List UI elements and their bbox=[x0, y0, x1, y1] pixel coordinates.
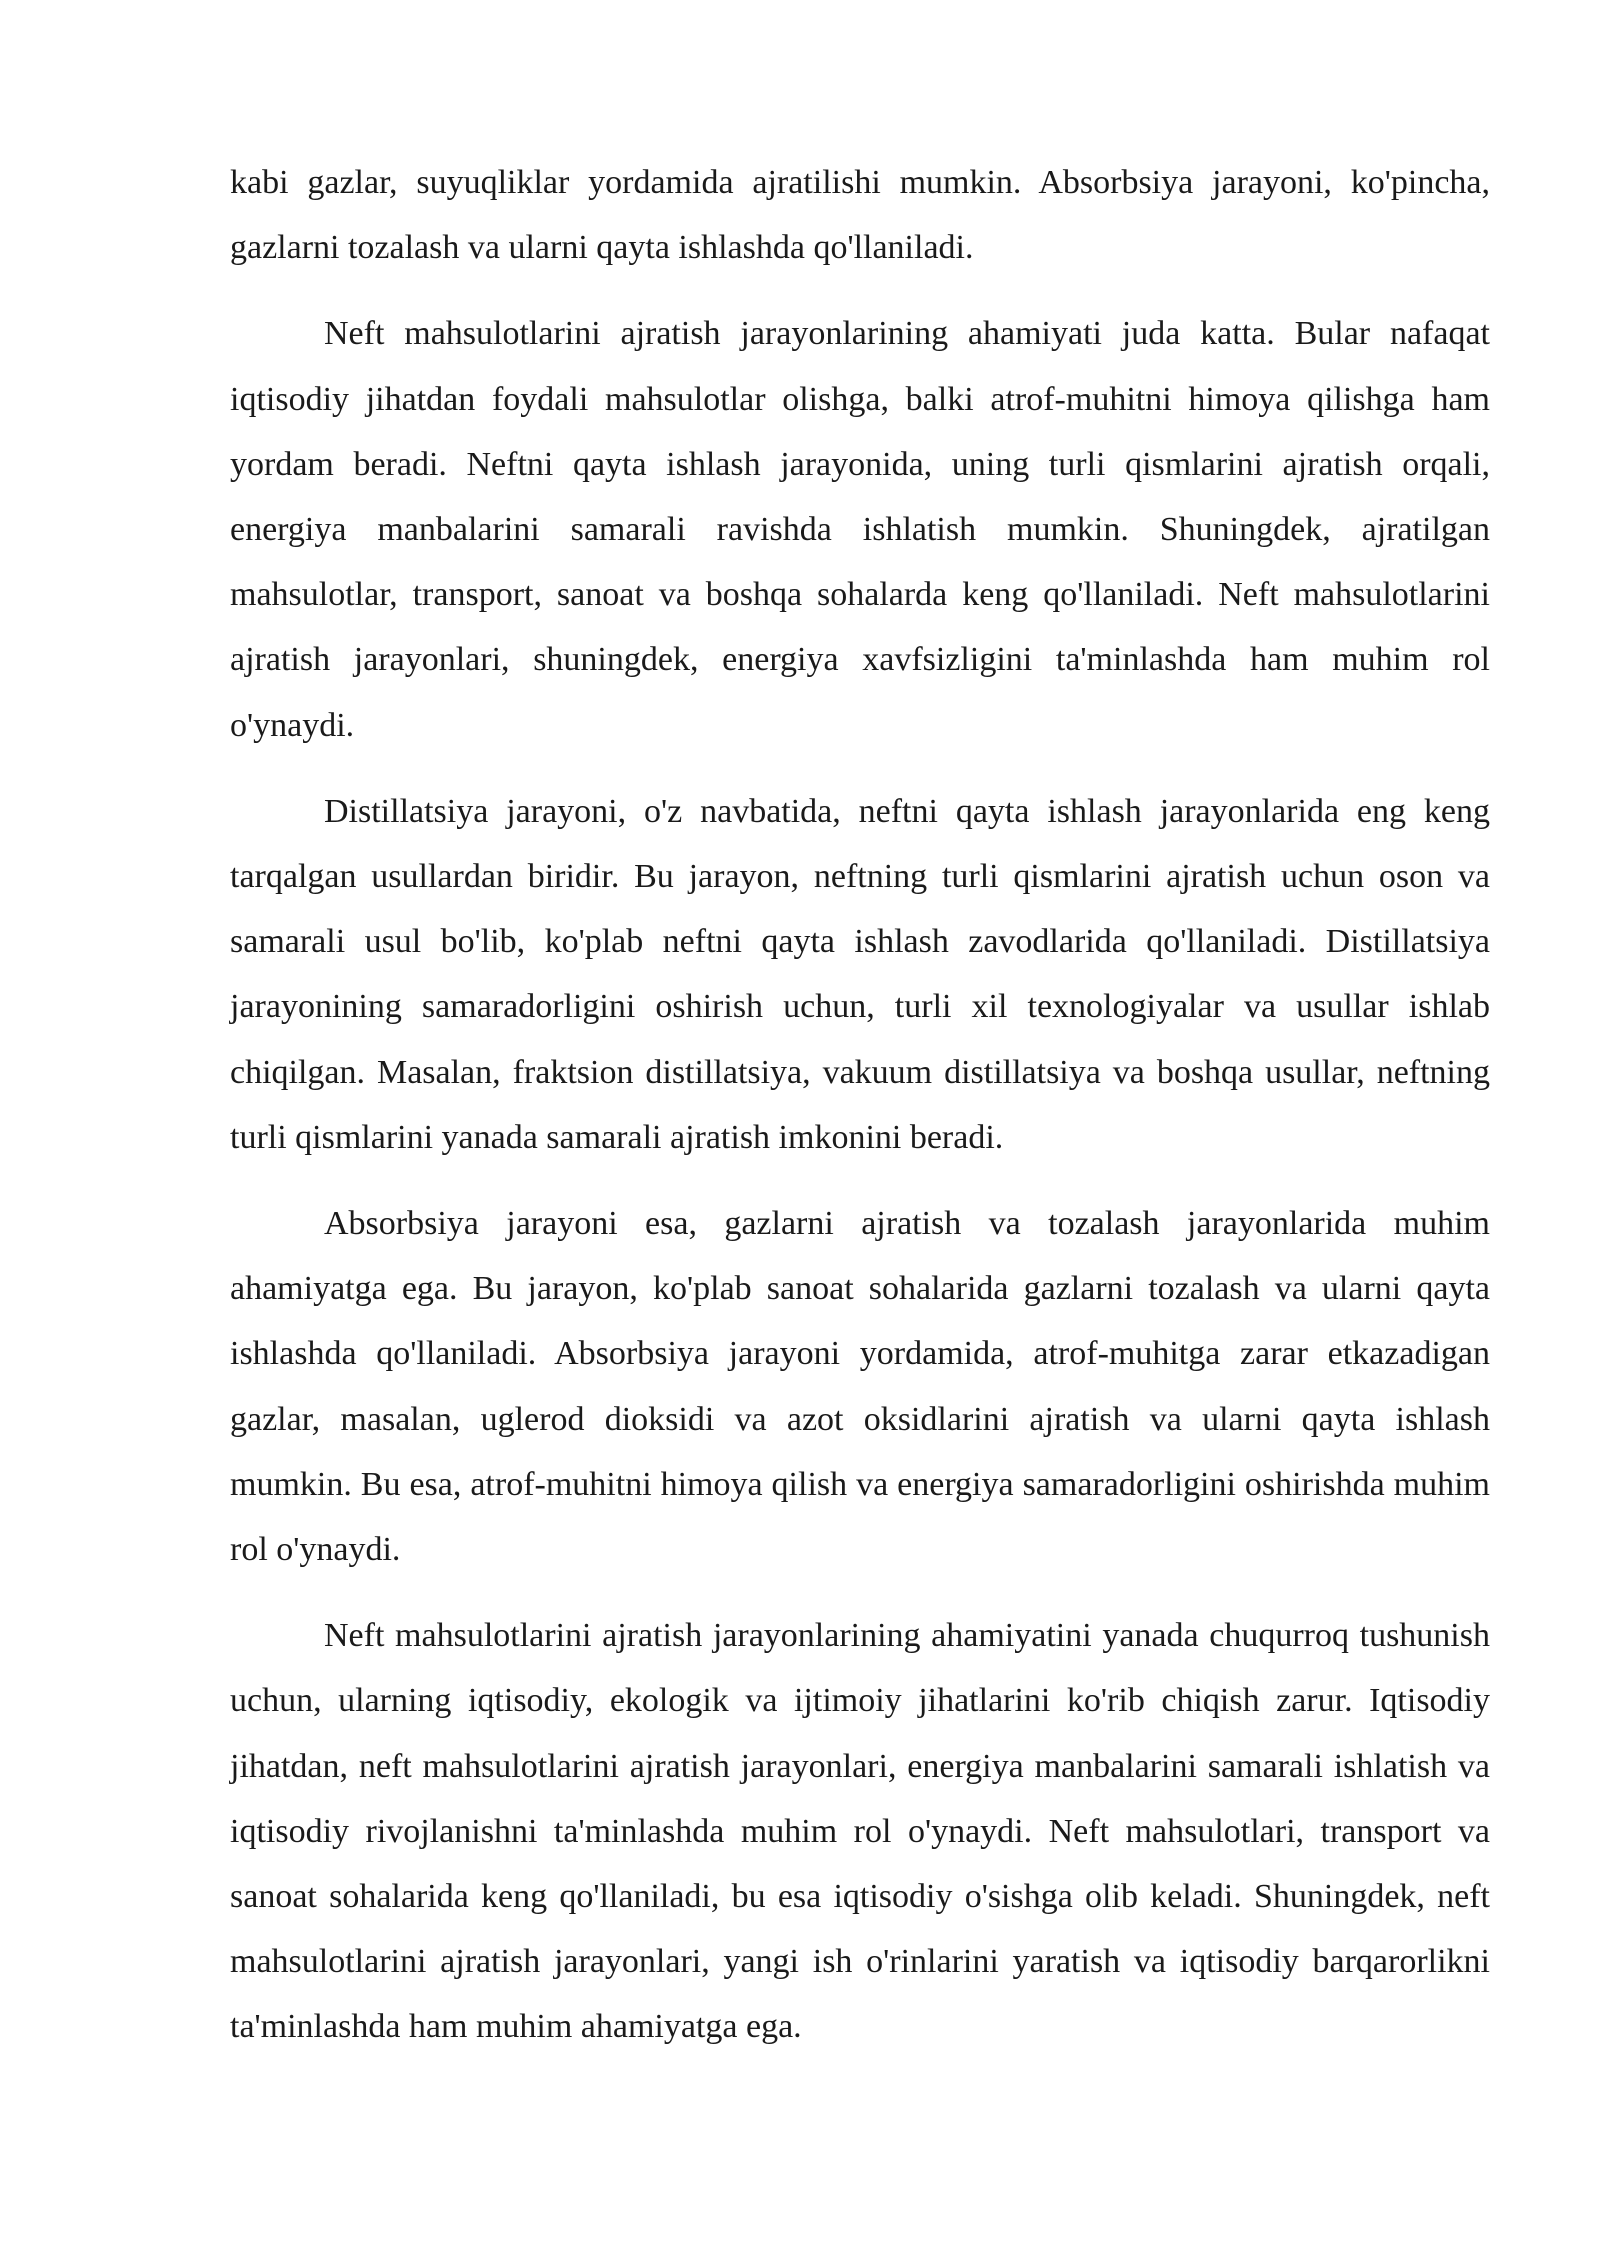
paragraph-3: Distillatsiya jarayoni, o'z navbatida, neftni qayta ishlash jarayonlarida eng keng tarqalgan usullardan biridir. Bu jarayon, neftning turli qismlarini ajratish uchun oson va samarali usul bo'lib, ko'plab neftni qayta ishlash zavodlarida qo'llaniladi. Distillatsiya jarayonining samaradorligini oshirish uchun, turli xil texnologiyalar va usullar ishlab chiqilgan. Masalan, fraktsion distillatsiya, vakuum distillatsiya va boshqa usullar, neftning turli qismlarini yanada samarali ajratish imkonini beradi. bbox=[230, 792, 1490, 1156]
paragraph-5: Neft mahsulotlarini ajratish jarayonlarining ahamiyatini yanada chuqurroq tushunish uchun, ularning iqtisodiy, ekologik va ijtimoiy jihatlarini ko'rib chiqish zarur. Iqtisodiy jihatdan, neft mahsulotlarini ajratish jarayonlari, energiya manbalarini samarali ishlatish va iqtisodiy rivojlanishni ta'minlashda muhim rol o'ynaydi. Neft mahsulotlari, transport va sanoat sohalarida keng qo'llaniladi, bu esa iqtisodiy o'sishga olib keladi. Shuningdek, neft mahsulotlarini ajratish jarayonlari, yangi ish o'rinlarini yaratish va iqtisodiy barqarorlikni ta'minlashda ham muhim ahamiyatga ega. bbox=[230, 1617, 1490, 2046]
paragraph-4: Absorbsiya jarayoni esa, gazlarni ajratish va tozalash jarayonlarida muhim ahamiyatga ega. Bu jarayon, ko'plab sanoat sohalarida gazlarni tozalash va ularni qayta ishlashda qo'llaniladi. Absorbsiya jarayoni yordamida, atrof-muhitga zarar etkazadigan gazlar, masalan, uglerod dioksidi va azot oksidlarini ajratish va ularni qayta ishlash mumkin. Bu esa, atrof-muhitni himoya qilish va energiya samaradorligini oshirishda muhim rol o'ynaydi. bbox=[230, 1205, 1490, 1569]
paragraph-1: kabi gazlar, suyuqliklar yordamida ajratilishi mumkin. Absorbsiya jarayoni, ko'pincha, gazlarni tozalash va ularni qayta ishlashda qo'llaniladi. bbox=[230, 164, 1490, 267]
document-body bbox=[230, 150, 1490, 2081]
paragraph-2: Neft mahsulotlarini ajratish jarayonlarining ahamiyati juda katta. Bular nafaqat iqtisodiy jihatdan foydali mahsulotlar olishga, balki atrof-muhitni himoya qilishga ham yordam beradi. Neftni qayta ishlash jarayonida, uning turli qismlarini ajratish orqali, energiya manbalarini samarali ravishda ishlatish mumkin. Shuningdek, ajratilgan mahsulotlar, transport, sanoat va boshqa sohalarda keng qo'llaniladi. Neft mahsulotlarini ajratish jarayonlari, shuningdek, energiya xavfsizligini ta'minlashda ham muhim rol o'ynaydi. bbox=[230, 315, 1490, 744]
